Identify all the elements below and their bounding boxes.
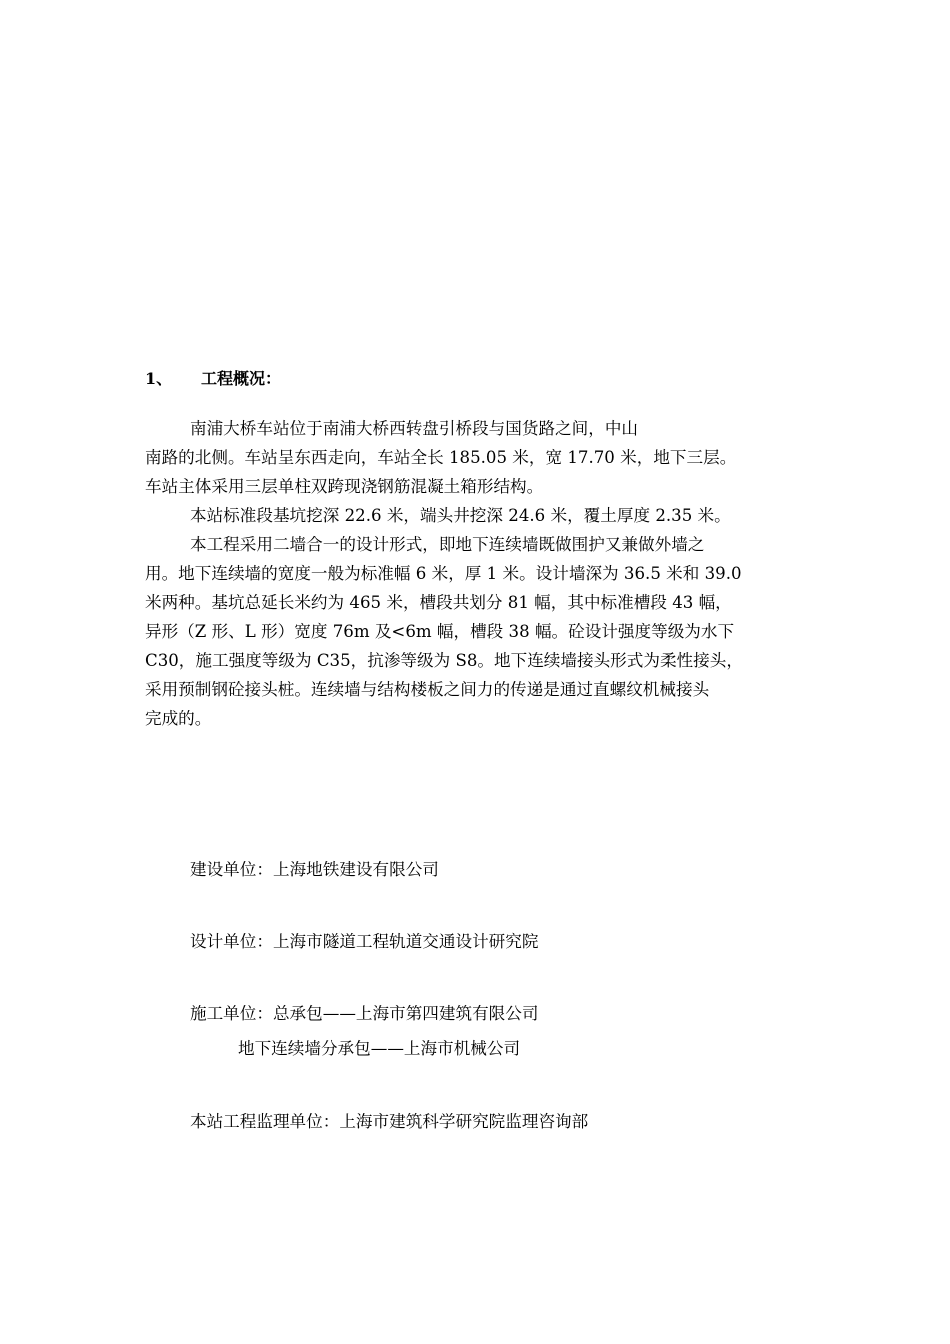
text-line: 南浦大桥车站位于南浦大桥西转盘引桥段与国货路之间，中山 xyxy=(190,419,639,438)
section-heading xyxy=(145,366,281,389)
paragraph-station-location xyxy=(145,414,810,501)
text-line: C30，施工强度等级为 C35，抗渗等级为 S8。地下连续墙接头形式为柔性接头， xyxy=(145,651,743,670)
text-line: 米两种。基坑总延长米约为 465 米，槽段共划分 81 幅，其中标准槽段 43 幅， xyxy=(145,593,732,612)
section-number: 1、 xyxy=(145,369,173,388)
subcontractor-unit: 地下连续墙分承包——上海市机械公司 xyxy=(238,1039,521,1058)
text-line: 南路的北侧。车站呈东西走向，车站全长 185.05 米，宽 17.70 米，地下三层。 xyxy=(145,448,737,467)
design-unit: 设计单位：上海市隧道工程轨道交通设计研究院 xyxy=(190,932,539,951)
overview-body xyxy=(145,414,810,733)
supervision-unit: 本站工程监理单位：上海市建筑科学研究院监理咨询部 xyxy=(190,1112,589,1131)
text-line: 本站标准段基坑挖深 22.6 米，端头井挖深 24.6 米，覆土厚度 2.35 米。 xyxy=(190,506,731,525)
text-line: 采用预制钢砼接头桩。连续墙与结构楼板之间力的传递是通过直螺纹机械接头 xyxy=(145,680,710,699)
section-title: 工程概况： xyxy=(201,369,282,388)
text-line: 本工程采用二墙合一的设计形式，即地下连续墙既做围护又兼做外墙之 xyxy=(190,535,705,554)
text-line: 车站主体采用三层单柱双跨现浇钢筋混凝土箱形结构。 xyxy=(145,477,544,496)
text-line: 完成的。 xyxy=(145,709,212,728)
text-line: 异形（Z 形、L 形）宽度 76m 及<6m 幅，槽段 38 幅。砼设计强度等级为水下 xyxy=(145,622,735,641)
contractor-unit: 施工单位：总承包——上海市第四建筑有限公司 xyxy=(190,1004,539,1023)
paragraph-diaphragm-wall xyxy=(145,530,810,733)
text-line: 用。地下连续墙的宽度一般为标准幅 6 米，厚 1 米。设计墙深为 36.5 米和 39.0 xyxy=(145,564,742,583)
owner-unit: 建设单位：上海地铁建设有限公司 xyxy=(190,860,439,879)
paragraph-excavation-depth xyxy=(145,501,810,530)
